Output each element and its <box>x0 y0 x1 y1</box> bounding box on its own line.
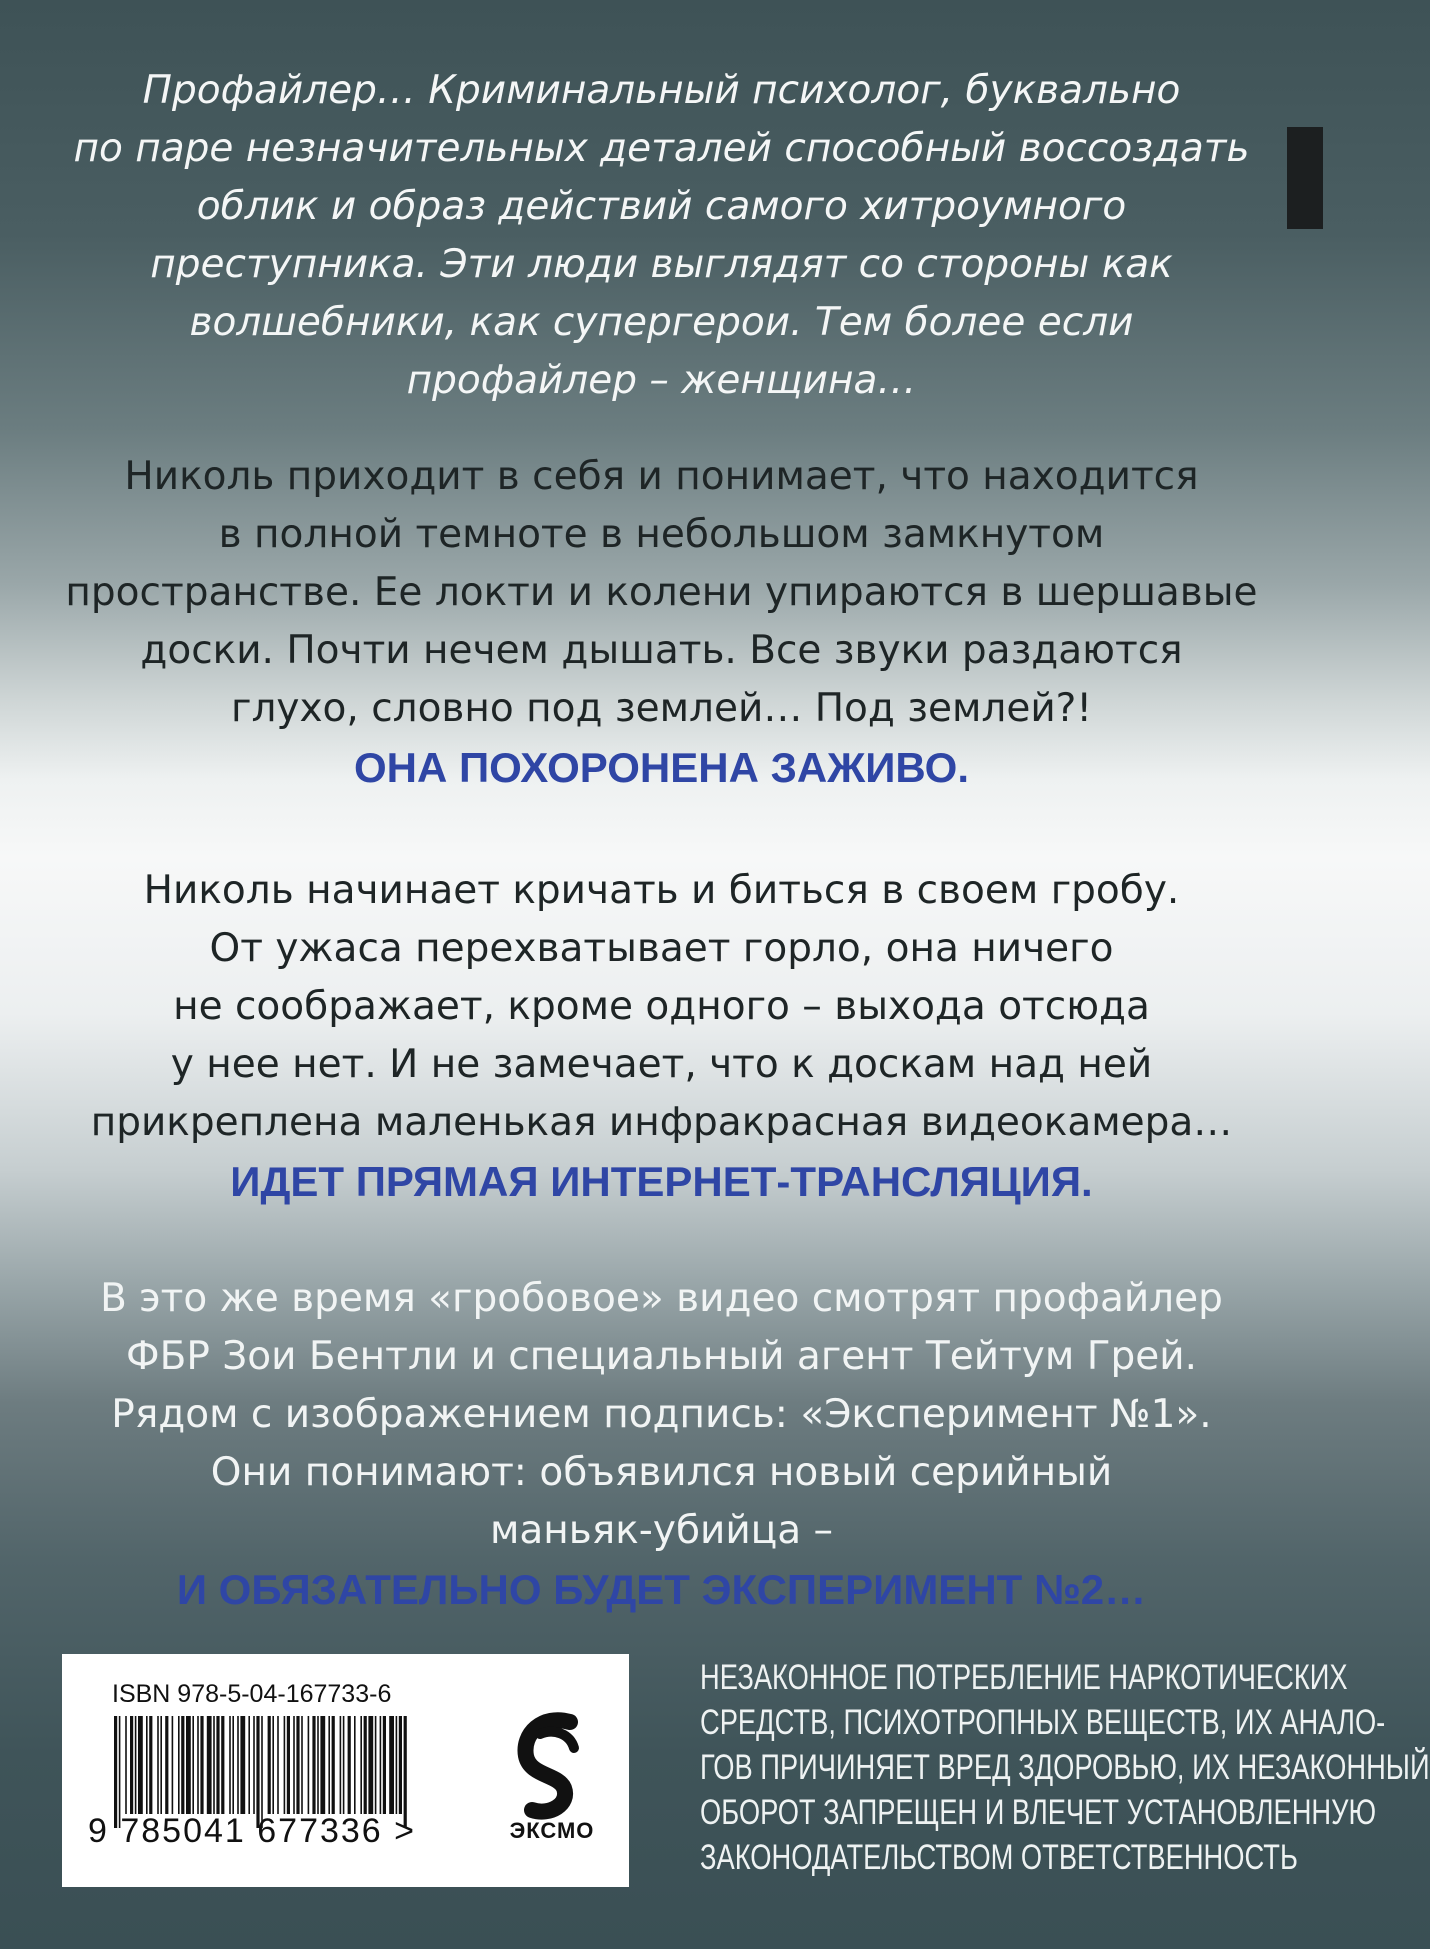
barcode-digits: 9 785041 677336 > <box>88 1812 417 1850</box>
barcode-bar <box>178 1716 180 1814</box>
barcode-bar <box>130 1716 133 1814</box>
barcode-bar <box>308 1716 310 1814</box>
warning-line: ЗАКОНОДАТЕЛЬСТВОМ ОТВЕТСТВЕННОСТЬ <box>700 1838 1298 1877</box>
barcode-bar <box>380 1716 382 1814</box>
accent-headline: ОНА ПОХОРОНЕНА ЗАЖИВО. <box>353 744 970 791</box>
barcode-bar <box>277 1716 279 1814</box>
barcode-bar <box>248 1716 250 1814</box>
paragraph-buried-alive <box>50 448 1273 798</box>
barcode-bar <box>181 1716 184 1814</box>
paragraph-line: Они понимают: объявился новый серийный <box>210 1450 1113 1495</box>
barcode-bar <box>287 1716 290 1814</box>
paragraph-line: доски. Почти нечем дышать. Все звуки раздаются <box>140 628 1183 673</box>
isbn-label: ISBN 978-5-04-167733-6 <box>112 1680 392 1708</box>
eksmo-logo-icon <box>482 1704 622 1834</box>
barcode-bar <box>135 1716 137 1814</box>
paragraph-line: у нее нет. И не замечает, что к доскам над ней <box>170 1042 1153 1087</box>
barcode-bar <box>354 1716 356 1814</box>
barcode-bar <box>157 1716 159 1814</box>
barcode-bar <box>160 1716 162 1814</box>
barcode-bar <box>383 1716 386 1814</box>
barcode-bar <box>320 1716 325 1814</box>
paragraph-line: Николь начинает кричать и биться в своем гробу. <box>143 868 1180 913</box>
paragraph-line: прикреплена маленькая инфракрасная видеокамера… <box>90 1100 1233 1145</box>
barcode-bar <box>375 1716 377 1814</box>
publisher-name: ЭКСМО <box>509 1818 595 1843</box>
barcode-bar <box>284 1716 286 1814</box>
paragraph-line: в полной темноте в небольшом замкнутом <box>218 512 1105 557</box>
intro-blurb <box>50 62 1273 410</box>
barcode-bar <box>268 1716 271 1814</box>
barcode-bar <box>368 1716 373 1814</box>
barcode-bar <box>232 1716 234 1814</box>
intro-line: Профайлер… Криминальный психолог, буквально <box>142 68 1181 113</box>
accent-headline: И ОБЯЗАТЕЛЬНО БУДЕТ ЭКСПЕРИМЕНТ №2… <box>176 1566 1147 1613</box>
barcode-bar <box>396 1716 398 1814</box>
barcode-bar <box>146 1716 148 1814</box>
paragraph-line: Николь приходит в себя и понимает, что находится <box>124 454 1199 499</box>
intro-line: волшебники, как супергерои. Тем более если <box>189 300 1134 345</box>
barcode-bar <box>340 1716 342 1814</box>
barcode-bar <box>149 1716 152 1814</box>
paragraph-line: ФБР Зои Бентли и специальный агент Тейтум Грей. <box>126 1334 1197 1379</box>
barcode-bar <box>237 1716 239 1814</box>
barcode-bar <box>399 1716 402 1814</box>
paragraph-line: не соображает, кроме одного – выхода отсюда <box>173 984 1150 1029</box>
warning-line: ГОВ ПРИЧИНЯЕТ ВРЕД ЗДОРОВЬЮ, ИХ НЕЗАКОННЫЙ <box>700 1748 1430 1787</box>
paragraph-line: глухо, словно под землей… Под землей?! <box>230 686 1093 731</box>
barcode-bar <box>240 1716 245 1814</box>
barcode-panel <box>62 1654 629 1887</box>
intro-line: профайлер – женщина… <box>406 358 917 403</box>
barcode-bar <box>317 1716 319 1814</box>
paragraph-line: маньяк-убийца – <box>489 1508 834 1553</box>
legal-warning <box>700 1655 1430 1880</box>
barcode-bar <box>172 1716 174 1814</box>
barcode-bar <box>312 1716 315 1814</box>
barcode-bar <box>138 1716 143 1814</box>
barcode-bar <box>216 1716 219 1814</box>
bookmark-tab <box>1287 127 1323 229</box>
barcode-bar <box>360 1716 362 1814</box>
accent-headline: ИДЕТ ПРЯМАЯ ИНТЕРНЕТ-ТРАНСЛЯЦИЯ. <box>230 1158 1093 1205</box>
barcode-bar <box>186 1716 191 1814</box>
barcode-bar <box>125 1716 127 1814</box>
barcode-bar <box>364 1716 367 1814</box>
barcode-bar <box>200 1716 203 1814</box>
paragraph-broadcast <box>50 862 1273 1212</box>
barcode-bar <box>192 1716 194 1814</box>
paragraph-line: От ужаса перехватывает горло, она ничего <box>209 926 1114 971</box>
intro-line: преступника. Эти люди выглядят со стороны как <box>150 242 1173 287</box>
barcode-bar <box>165 1716 168 1814</box>
barcode-bar <box>213 1716 215 1814</box>
paragraph-experiment <box>50 1270 1273 1620</box>
paragraph-line: Рядом с изображением подпись: «Эксперимент №1». <box>111 1392 1212 1437</box>
barcode-bar <box>229 1716 231 1814</box>
intro-line: по паре незначительных деталей способный воссоздать <box>73 126 1250 171</box>
barcode-bar <box>389 1716 394 1814</box>
barcode-bar <box>253 1716 255 1814</box>
paragraph-line: пространстве. Ее локти и колени упираются в шершавые <box>65 570 1258 615</box>
barcode-bar <box>328 1716 330 1814</box>
barcode-bar <box>348 1716 351 1814</box>
warning-line: СРЕДСТВ, ПСИХОТРОПНЫХ ВЕЩЕСТВ, ИХ АНАЛО- <box>700 1703 1386 1742</box>
barcode-bar <box>301 1716 303 1814</box>
intro-line: облик и образ действий самого хитроумного <box>196 184 1127 229</box>
barcode-bar <box>343 1716 345 1814</box>
barcode-bar <box>221 1716 224 1814</box>
warning-line: ОБОРОТ ЗАПРЕЩЕН И ВЛЕЧЕТ УСТАНОВЛЕННУЮ <box>700 1793 1377 1832</box>
barcode-bar <box>296 1716 299 1814</box>
warning-line: НЕЗАКОННОЕ ПОТРЕБЛЕНИЕ НАРКОТИЧЕСКИХ <box>700 1658 1348 1697</box>
barcode-bar <box>197 1716 199 1814</box>
barcode-bar <box>332 1716 335 1814</box>
paragraph-line: В это же время «гробовое» видео смотрят профайлер <box>100 1276 1223 1321</box>
barcode-bar <box>207 1716 212 1814</box>
barcode-bar <box>293 1716 295 1814</box>
barcode-bar <box>272 1716 274 1814</box>
